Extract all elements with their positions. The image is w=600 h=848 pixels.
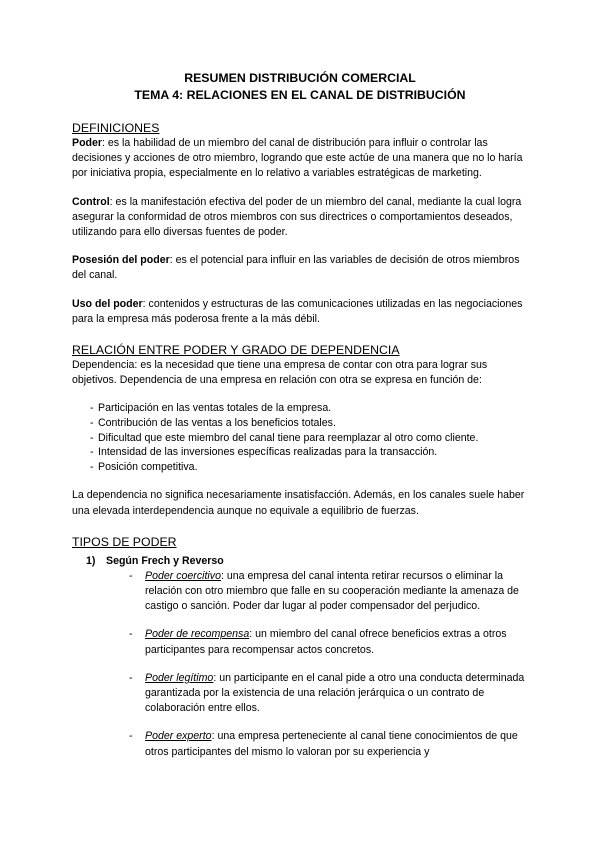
dependency-intro: Dependencia: es la necesidad que tiene una empresa de contar con otra para lograr sus objetivos. Dependencia de una empresa en relación con otra se expresa en función de: xyxy=(72,359,488,387)
dash-marker: - xyxy=(129,569,133,582)
definition-term: Uso del poder xyxy=(72,297,143,310)
list-item: - Intensidad de las inversiones específicas realizadas para la transacción. xyxy=(72,445,528,460)
title-line-2: TEMA 4: RELACIONES EN EL CANAL DE DISTRIBUCIÓN xyxy=(134,88,466,102)
document-title xyxy=(72,70,528,104)
definition-text: : contenidos y estructuras de las comunicaciones utilizadas en las negociaciones para la empresa más poderosa frente a la más débil. xyxy=(72,297,523,325)
definition-text: : es la habilidad de un miembro del canal de distribución para influir o controlar las decisiones y acciones de otro miembro, logrando que este actúe de una manera que no lo haría por iniciativa propia, especialmente en lo relativo a variables estratégicas de marketing. xyxy=(72,137,523,180)
definition-poder xyxy=(72,136,528,182)
power-type-recompensa xyxy=(72,627,528,657)
group-title: Según Frech y Reverso xyxy=(106,554,224,567)
power-text: : un miembro del canal ofrece beneficios extras a otros participantes para recompensar actos concretos. xyxy=(145,628,507,656)
definition-term: Control xyxy=(72,195,110,208)
definition-uso xyxy=(72,297,528,327)
list-item: - Dificultad que este miembro del canal tiene para reemplazar al otro como cliente. xyxy=(72,431,528,446)
definition-term: Posesión del poder xyxy=(72,254,170,267)
dash-marker: - xyxy=(129,730,133,743)
power-term: Poder coercitivo xyxy=(145,569,221,582)
power-type-experto xyxy=(72,729,528,759)
definition-term: Poder xyxy=(72,137,103,149)
power-term: Poder legítimo xyxy=(145,671,214,684)
power-term: Poder experto xyxy=(145,730,212,743)
list-item: - Contribución de las ventas a los beneficios totales. xyxy=(72,416,528,431)
dependency-list xyxy=(72,401,528,474)
power-type-legitimo xyxy=(72,671,528,717)
dash-marker: - xyxy=(129,671,133,684)
power-type-coercitivo xyxy=(72,569,528,615)
power-text: : una empresa del canal intenta retirar recursos o eliminar la relación con otro miembro que falle en su cooperación mediante la amenaza de castigo o sanción. Poder dar lugar al poder compensador del perjudico. xyxy=(145,569,519,613)
list-item: - Posición competitiva. xyxy=(72,460,528,475)
title-line-1: RESUMEN DISTRIBUCIÓN COMERCIAL xyxy=(184,71,416,85)
dependency-closing: La dependencia no significa necesariamente insatisfacción. Además, en los canales suele haber una elevada interdependencia aunque no equivale a equilibrio de fuerzas. xyxy=(72,489,525,517)
definition-control xyxy=(72,195,528,241)
power-text: : un participante en el canal pide a otro una conducta determinada garantizada por la existencia de una relación jerárquica o un contrato de colaboración entre ellos. xyxy=(145,671,525,715)
group-number: 1) xyxy=(86,554,96,567)
definition-text: : es el potencial para influir en las variables de decisión de otros miembros del canal. xyxy=(72,254,520,282)
power-term: Poder de recompensa xyxy=(145,628,250,641)
list-item: - Participación en las ventas totales de la empresa. xyxy=(72,401,528,416)
section-heading-relacion: RELACIÓN ENTRE PODER Y GRADO DE DEPENDENCIA xyxy=(72,343,400,358)
dash-marker: - xyxy=(129,628,133,641)
power-text: : una empresa perteneciente al canal tiene conocimientos de que otros participantes del mismo lo valoran por su experiencia y xyxy=(145,730,518,758)
power-group-heading xyxy=(86,554,528,569)
definition-text: : es la manifestación efectiva del poder de un miembro del canal, mediante la cual logra asegurar la conformidad de otros miembros con sus directrices o comportamientos deseados, utilizando para ello diversas fuentes de poder. xyxy=(72,195,522,239)
section-heading-definiciones: DEFINICIONES xyxy=(72,121,160,135)
section-heading-tipos: TIPOS DE PODER xyxy=(72,534,177,549)
definition-posesion xyxy=(72,253,528,283)
